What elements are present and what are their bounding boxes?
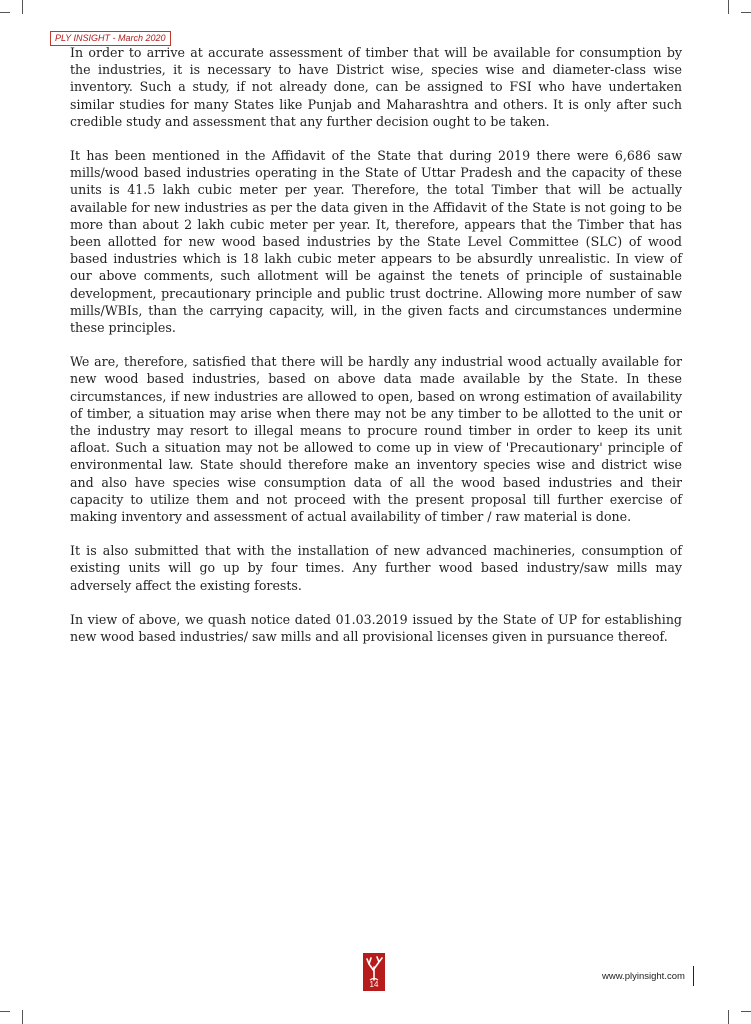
footer-divider [693,966,694,986]
crop-mark [8,1010,23,1024]
tree-logo-icon [363,953,385,991]
paragraph: It has been mentioned in the Affidavit of the State that during 2019 there were 6,686 saw mills/wood based industries operating in the State of Uttar Pradesh and the capacity of these units is 41.5 lakh cubic meter per year. Therefore, the total Timber that will be actually available for new industries as per the data given in the Affidavit of the State is not going to be more than about 2 lakh cubic meter per year. It, therefore, appears that the Timber that has been allotted for new wood based industries by the State Level Committee (SLC) of wood based industries which is 18 lakh cubic meter appears to be absurdly unrealistic. In view of our above comments, such allotment will be against the tenets of principle of sustainable development, precautionary principle and public trust doctrine. Allowing more number of saw mills/WBIs, than the carrying capacity, will, in the given facts and circumstances undermine these principles. [70,148,682,336]
magazine-issue-tag: PLY INSIGHT - March 2020 [50,31,171,46]
paragraph: In order to arrive at accurate assessment of timber that will be available for consumption by the industries, it is necessary to have District wise, species wise and diameter-class wise inventory. Such a study, if not already done, can be assigned to FSI who have undertaken similar studies for many States like Punjab and Maharashtra and others. It is only after such credible study and assessment that any further decision ought to be taken. [70,45,682,129]
crop-mark [8,0,23,14]
page-number: 14 [369,980,379,989]
crop-mark [728,1010,743,1024]
crop-mark [741,1011,751,1012]
paragraph: We are, therefore, satisfied that there will be hardly any industrial wood actually available for new wood based industries, based on above data made available by the State. In these circumstances, if new industries are allowed to open, based on wrong estimation of availability of timber, a situation may arise when there may not be any timber to be allotted to the unit or the industry may resort to illegal means to procure round timber in order to keep its unit afloat. Such a situation may not be allowed to come up in view of 'Precautionary' principle of environmental law. State should therefore make an inventory species wise and district wise and also have species wise consumption data of all the wood based industries and their capacity to utilize them and not proceed with the present proposal till further exercise of making inventory and assessment of actual availability of timber / raw material is done. [70,354,682,525]
crop-mark [0,1011,10,1012]
website-url: www.plyinsight.com [602,971,685,982]
crop-mark [741,12,751,13]
paragraph: It is also submitted that with the installation of new advanced machineries, consumption of existing units will go up by four times. Any further wood based industry/saw mills may adversely affect the existing forests. [70,543,682,593]
paragraph: In view of above, we quash notice dated 01.03.2019 issued by the State of UP for establishing new wood based industries/ saw mills and all provisional licenses given in pursuance thereof. [70,611,682,645]
article-body [70,44,682,662]
crop-mark [0,12,10,13]
